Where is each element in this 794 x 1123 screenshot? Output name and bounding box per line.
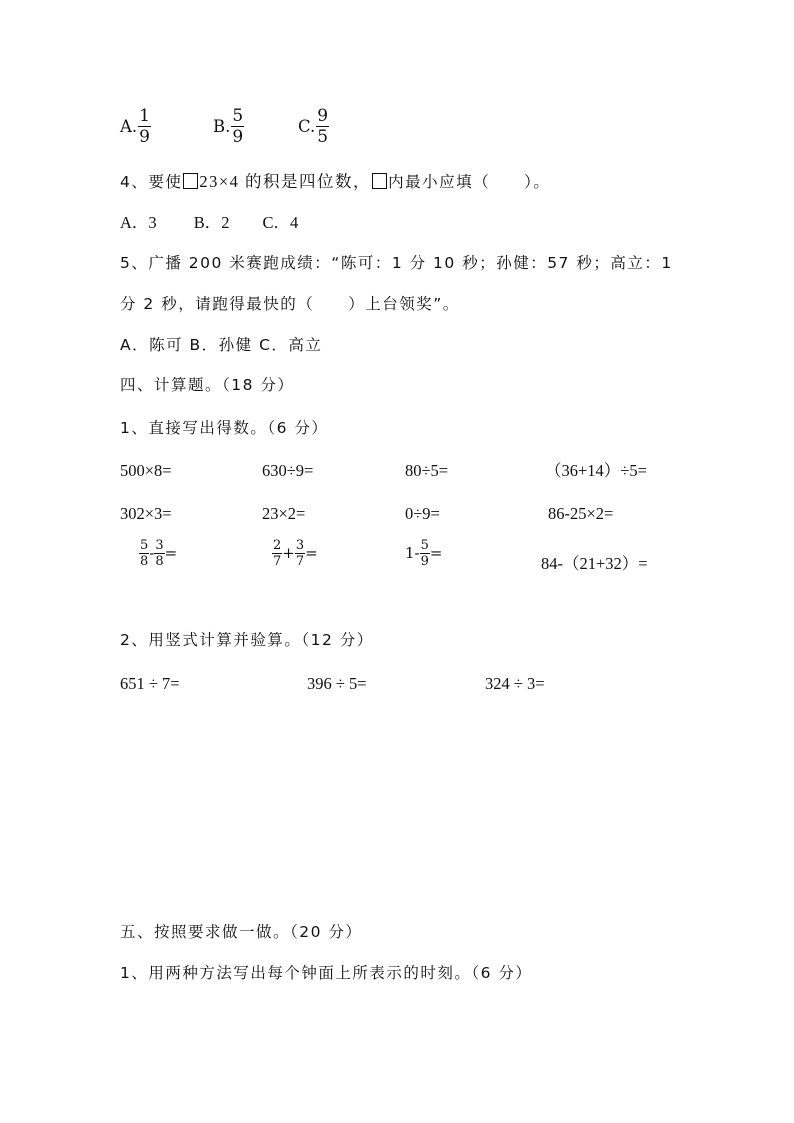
fraction-denominator: 8	[140, 554, 149, 569]
q5-options: A．陈可 B．孙健 C．高立	[120, 336, 323, 354]
whole-number: 1	[405, 544, 415, 562]
calc-row2-item3: 0÷9=	[405, 504, 440, 523]
fraction-denominator: 7	[273, 554, 282, 569]
vertical-item2: 396 ÷ 5=	[307, 674, 367, 693]
fraction	[420, 539, 430, 568]
operator: -	[414, 544, 420, 562]
fraction-denominator: 7	[295, 554, 305, 569]
calc-row3-item3	[405, 539, 442, 568]
calc-row3-item4: 84-（21+32）=	[541, 554, 648, 573]
q5-line2: 分 2 秒，请跑得最快的（ ）上台领奖”。	[120, 295, 460, 313]
q3-option-c-fraction	[316, 108, 329, 146]
section5-sub1: 1、用两种方法写出每个钟面上所表示的时刻。（6 分）	[120, 964, 533, 982]
q4-stem	[120, 173, 550, 191]
blank-box-icon	[183, 173, 198, 189]
calc-row2-item2: 23×2=	[262, 504, 306, 523]
q3-option-a	[120, 108, 151, 146]
section5-title: 五、按照要求做一做。（20 分）	[120, 923, 363, 941]
equals-sign: =	[305, 544, 318, 562]
q4-suffix: 内最小应填（ ）。	[388, 173, 551, 191]
q4-prefix: 4、要使	[120, 173, 183, 191]
q3-option-c	[298, 108, 329, 146]
fraction-denominator: 9	[232, 127, 244, 147]
fraction	[154, 539, 164, 568]
q3-option-a-fraction	[138, 108, 151, 146]
section4-title: 四、计算题。（18 分）	[120, 376, 295, 394]
q4-options: A．3 B．2 C．4	[120, 213, 299, 232]
calc-row1-item3: 80÷5=	[405, 461, 449, 480]
blank-box-icon	[372, 173, 387, 189]
q3-option-c-letter: C.	[298, 116, 316, 136]
calc-row1-item4: （36+14）÷5=	[545, 461, 647, 480]
fraction-denominator: 8	[155, 554, 164, 569]
vertical-item1: 651 ÷ 7=	[120, 674, 180, 693]
fraction-numerator: 5	[420, 538, 429, 553]
operator: +	[282, 544, 295, 562]
q5-line1: 5、广播 200 米赛跑成绩：“陈可：1 分 10 秒；孙健：57 秒；高立：1	[120, 254, 673, 272]
q4-middle: 23×4 的积是四位数，	[199, 172, 372, 191]
equals-sign: =	[164, 544, 178, 562]
q3-option-b-letter: B.	[213, 116, 231, 136]
section4-sub2: 2、用竖式计算并验算。（12 分）	[120, 631, 374, 649]
section4-sub1: 1、直接写出得数。（6 分）	[120, 419, 329, 437]
calc-row3-item1	[139, 539, 177, 568]
fraction	[295, 539, 305, 568]
fraction-denominator: 9	[139, 127, 150, 147]
calc-row2-item4: 86-25×2=	[548, 504, 614, 523]
q3-option-a-letter: A.	[120, 116, 138, 136]
fraction-denominator: 9	[420, 554, 429, 569]
q3-option-b	[213, 108, 244, 146]
calc-row1-item2: 630÷9=	[262, 461, 314, 480]
vertical-item3: 324 ÷ 3=	[485, 674, 545, 693]
fraction-numerator: 3	[295, 538, 305, 553]
calc-row3-item2	[272, 539, 318, 568]
fraction-numerator: 5	[140, 538, 149, 553]
fraction-denominator: 5	[317, 127, 329, 147]
fraction-numerator: 9	[317, 106, 329, 126]
q3-option-b-fraction	[231, 108, 244, 146]
equals-sign: =	[429, 544, 443, 562]
calc-row2-item1: 302×3=	[120, 504, 172, 523]
fraction-numerator: 2	[273, 538, 282, 553]
calc-row1-item1: 500×8=	[120, 461, 172, 480]
fraction-numerator: 3	[155, 538, 164, 553]
fraction	[272, 539, 282, 568]
fraction-numerator: 5	[232, 106, 244, 126]
fraction-numerator: 1	[139, 106, 150, 126]
fraction	[139, 539, 149, 568]
operator: -	[149, 544, 155, 562]
